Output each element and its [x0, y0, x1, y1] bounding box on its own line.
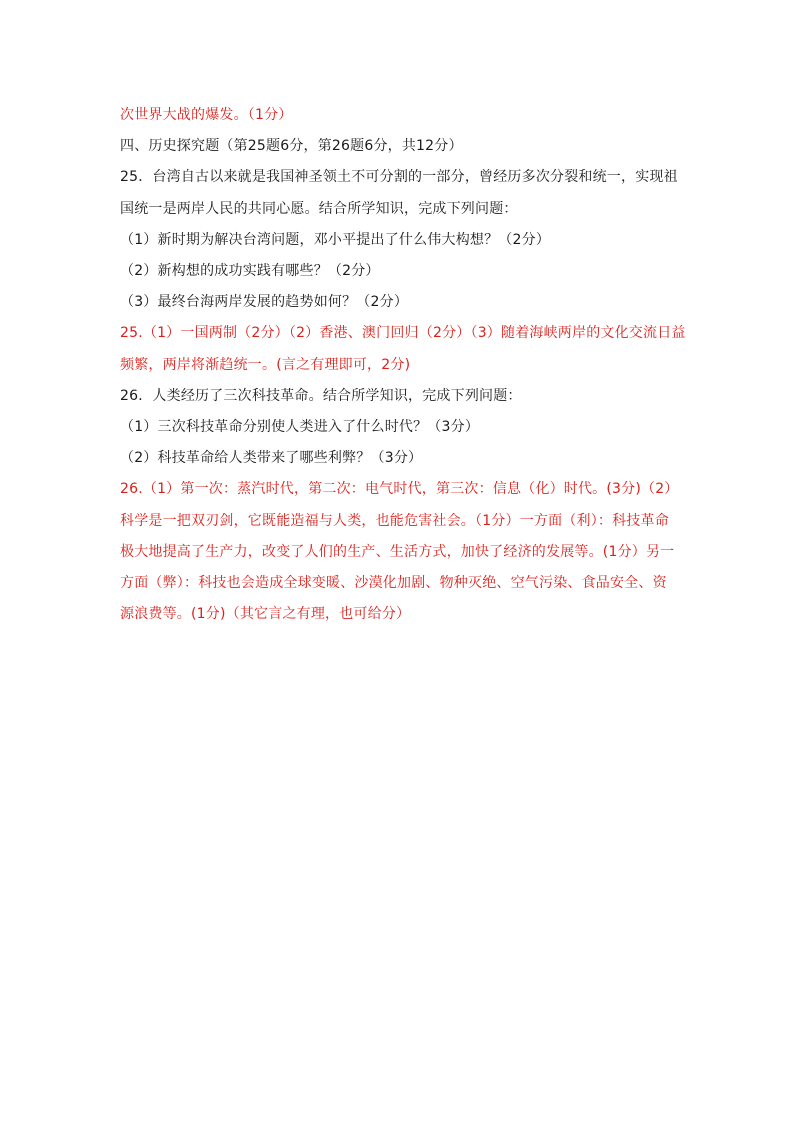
answer-25-line-1: 25.（1）一国两制（2分）（2）香港、澳门回归（2分）（3）随着海峡两岸的文化交流日益 — [120, 325, 686, 342]
question-25-stem-line-1: 25．台湾自古以来就是我国神圣领土不可分割的一部分，曾经历多次分裂和统一，实现祖 — [120, 169, 678, 186]
question-25-sub-3: （3）最终台海两岸发展的趋势如何？（2分） — [120, 294, 409, 311]
question-26-stem: 26．人类经历了三次科技革命。结合所学知识，完成下列问题： — [120, 387, 522, 404]
question-25-sub-2: （2）新构想的成功实践有哪些？（2分） — [120, 263, 380, 280]
document-page — [120, 100, 690, 630]
answer-26-line-1: 26.（1）第一次：蒸汽时代，第二次：电气时代，第三次：信息（化）时代。(3分)（2） — [120, 481, 679, 498]
question-26-sub-1: （1）三次科技革命分别使人类进入了什么时代？（3分） — [120, 419, 480, 436]
section-heading-history-inquiry: 四、历史探究题（第25题6分，第26题6分，共12分） — [120, 138, 463, 155]
answer-26-line-5: 源浪费等。(1分)（其它言之有理，也可给分） — [120, 606, 411, 623]
question-26-sub-2: （2）科技革命给人类带来了哪些利弊？（3分） — [120, 450, 423, 467]
answer-26-line-2: 科学是一把双刃剑，它既能造福与人类，也能危害社会。（1分）一方面（利）：科技革命 — [120, 512, 669, 529]
answer-25-line-2: 频繁，两岸将渐趋统一。(言之有理即可，2分) — [120, 356, 411, 373]
answer-26-line-3: 极大地提高了生产力，改变了人们的生产、生活方式，加快了经济的发展等。(1分）另一 — [120, 543, 675, 560]
question-25-stem-line-2: 国统一是两岸人民的共同心愿。结合所学知识，完成下列问题： — [120, 200, 518, 217]
answer-26-line-4: 方面（弊）：科技也会造成全球变暖、沙漠化加剧、物种灭绝、空气污染、食品安全、资 — [120, 575, 667, 592]
question-25-sub-1: （1）新时期为解决台湾问题，邓小平提出了什么伟大构想？（2分） — [120, 231, 551, 248]
answer-line-ww2-end: 次世界大战的爆发。（1分） — [120, 107, 293, 123]
